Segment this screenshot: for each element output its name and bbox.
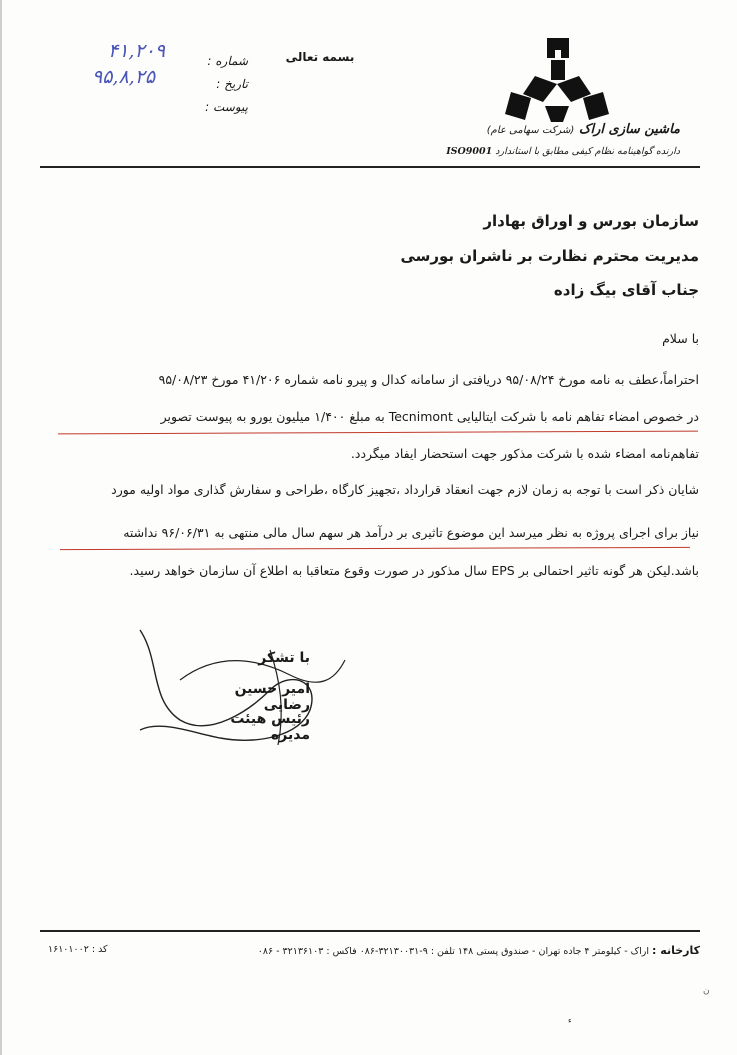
letter-meta-labels bbox=[188, 50, 248, 119]
company-name-text: ماشین سازی اراک bbox=[578, 122, 680, 137]
body-line: تفاهم‌نامه امضاء شده با شرکت مذکور جهت استحضار ایفاد میگردد. bbox=[350, 446, 699, 461]
handwritten-letter-number: ۴۱,۲۰۹ bbox=[108, 40, 166, 62]
addressee-person: جناب آقای بیگ زاده bbox=[553, 281, 699, 299]
iso-certificate-line bbox=[430, 146, 680, 157]
header-divider bbox=[40, 166, 700, 168]
stray-mark: ن bbox=[703, 986, 710, 996]
signature-closing: با تشکر bbox=[258, 650, 310, 666]
company-type: (شرکت سهامی عام) bbox=[486, 125, 575, 136]
body-line: باشد.لیکن هر گونه تاثیر احتمالی بر EPS سال مذکور در صورت وقوع متعاقبا به اطلاع آن سازمان خواهد رسید. bbox=[129, 563, 699, 578]
attachment-label: پیوست : bbox=[205, 100, 248, 114]
addressee-department: مدیریت محترم نظارت بر ناشران بورسی bbox=[400, 247, 699, 265]
factory-address bbox=[40, 944, 700, 957]
company-logo bbox=[505, 36, 609, 126]
invocation-heading: بسمه تعالی bbox=[285, 50, 355, 64]
signatory-name: امیر حسین رضایی bbox=[234, 681, 310, 713]
iso-standard: ISO9001 bbox=[446, 146, 493, 157]
factory-label: کارخانه : bbox=[652, 944, 700, 957]
signatory-title: رئیس هیئت مدیره bbox=[230, 711, 310, 743]
scan-edge bbox=[0, 0, 2, 1055]
red-underline bbox=[60, 547, 690, 550]
footer-divider bbox=[40, 930, 700, 932]
date-label: تاریخ : bbox=[216, 77, 248, 91]
number-label: شماره : bbox=[207, 54, 248, 68]
document-code: کد : ۱۶۱۰۱۰۰۲ bbox=[48, 944, 108, 955]
addressee-organization: سازمان بورس و اوراق بهادار bbox=[483, 212, 699, 230]
body-line: احتراماً،عطف به نامه مورخ ۹۵/۰۸/۲۴ دریافتی از سامانه کدال و پیرو نامه شماره ۴۱/۲۰۶ مورخ ۹۵/۰۸/۲۳ bbox=[158, 372, 699, 387]
company-name bbox=[450, 122, 680, 137]
handwritten-letter-date: ۹۵,۸,۲۵ bbox=[92, 66, 156, 88]
factory-contact: اراک - کیلومتر ۴ جاده تهران - صندوق پستی ۱۴۸ تلفن : ۹-۳۲۱۳۰۰۳۱-۰۸۶ فاکس : ۳۲۱۳۶۱۰۳ - ۰۸۶ bbox=[257, 946, 650, 957]
greeting: با سلام bbox=[662, 331, 699, 346]
certificate-text: دارنده گواهینامه نظام کیفی مطابق با استاندارد bbox=[495, 146, 680, 157]
stray-mark: ء bbox=[568, 1016, 572, 1025]
red-underline bbox=[58, 431, 698, 435]
body-line: نیاز برای اجرای پروژه به نظر میرسد این موضوع تاثیری بر درآمد هر سهم سال مالی منتهی به ۹۶/۰۶/۳۱ نداشته bbox=[123, 525, 699, 540]
body-line: در خصوص امضاء تفاهم نامه با شرکت ایتالیایی Tecnimont به مبلغ ۱/۴۰۰ میلیون یورو به پیوست تصویر bbox=[160, 409, 699, 424]
body-line: شایان ذکر است با توجه به زمان لازم جهت انعقاد قرارداد ،تجهیز کارگاه ،طراحی و سفارش گذاری مواد اولیه مورد bbox=[111, 482, 699, 497]
